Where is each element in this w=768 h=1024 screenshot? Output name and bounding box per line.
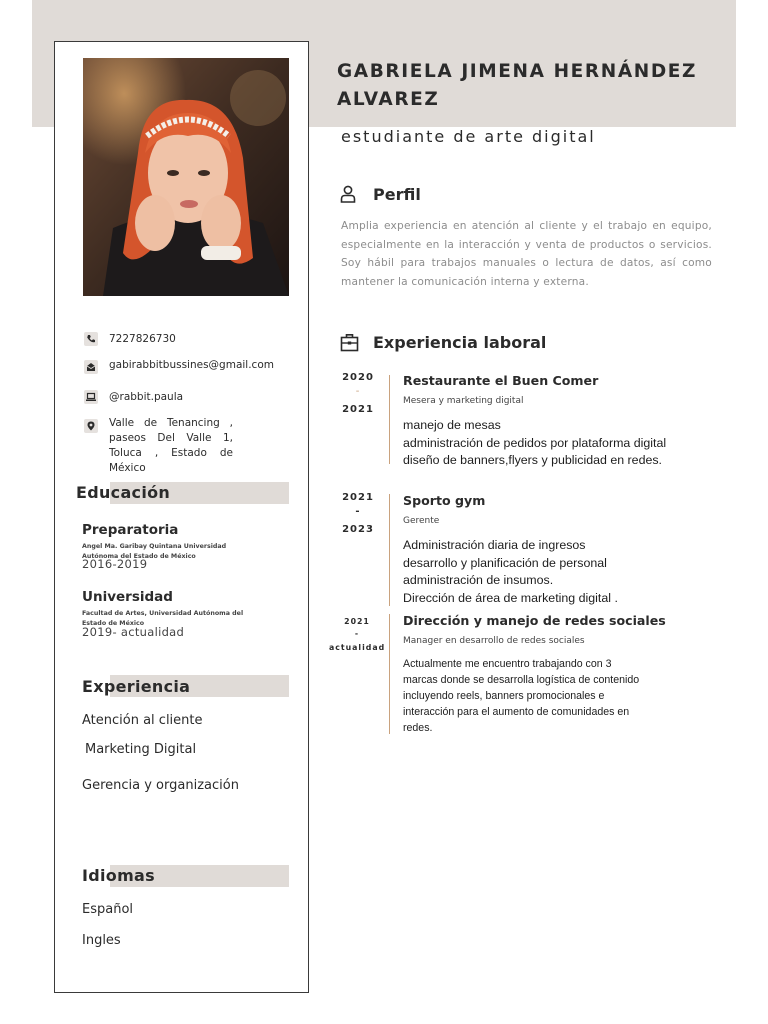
job-role: Gerente [403,516,440,526]
job-end-year: actualidad [329,643,386,652]
person-icon [340,185,356,207]
full-name: GABRIELA JIMENA HERNÁNDEZ ALVAREZ [337,61,698,110]
timeline-line [389,614,390,734]
job-role: Mesera y marketing digital [403,396,524,406]
job-title: Dirección y manejo de redes sociales [403,613,666,628]
phone-icon [84,332,98,346]
education-institution: Facultad de Artes, Universidad Autónoma del Estado de México [82,610,244,627]
job-start-year: 2020 [342,372,374,383]
envelope-icon [84,360,98,374]
laptop-icon [84,390,98,404]
education-date: 2016-2019 [82,557,148,571]
work-heading: Experiencia laboral [373,333,547,352]
job-subtitle: estudiante de arte digital [341,127,596,146]
timeline-line [389,375,390,464]
location-pin-icon [84,419,98,433]
education-heading: Educación [76,483,171,502]
social-text: @rabbit.paula [109,391,184,403]
job-start-year: 2021 [344,617,370,626]
education-date: 2019- actualidad [82,625,185,639]
skill-item: Gerencia y organización [82,778,239,793]
job-role: Manager en desarrollo de redes sociales [403,636,585,646]
phone-text: 7227826730 [109,333,176,345]
perfil-text: Amplia experiencia en atención al cliente y el trabajo en equipo, especialmente en la interacción y venta de productos o servicios. Soy hábil para trabajos manuales o lectura de datos, así como mantener la comunicación interna y externa. [341,220,712,288]
job-year-separator: - [355,386,361,397]
language-item: Español [82,902,134,917]
timeline-line [389,494,390,606]
job-year-separator: - [354,629,360,638]
language-item: Ingles [82,933,121,948]
address-text: Valle de Tenancing , paseos Del Valle 1, Toluca , Estado de México [109,417,233,474]
skills-heading: Experiencia [82,677,191,696]
briefcase-icon [340,333,359,356]
perfil-heading: Perfil [373,185,421,204]
languages-heading: Idiomas [82,866,155,885]
email-text: gabirabbitbussines@gmail.com [109,359,274,371]
education-title: Preparatoria [82,522,179,538]
job-title: Sporto gym [403,493,486,508]
job-end-year: 2021 [342,404,374,415]
skill-item: Marketing Digital [85,742,197,757]
education-institution: Angel Ma. Garibay Quintana Universidad Autónoma del Estado de México [82,543,227,560]
skill-item: Atención al cliente [82,713,203,728]
job-end-year: 2023 [342,524,374,535]
job-description: Administración diaria de ingresos desarrollo y planificación de personal administración de insumos. Dirección de área de marketing digital . [403,538,618,605]
job-year-separator: - [355,506,361,517]
education-title: Universidad [82,589,173,605]
job-description: Actualmente me encuentro trabajando con 3 marcas donde se desarrolla logística de contenido incluyendo reels, banners promocionales e interacción para el aumento de comunidades en redes. [403,658,640,734]
profile-photo [83,58,289,296]
job-title: Restaurante el Buen Comer [403,373,599,388]
job-start-year: 2021 [342,492,374,503]
job-description: manejo de mesas administración de pedidos por plataforma digital diseño de banners,flyers y publicidad en redes. [403,418,667,467]
